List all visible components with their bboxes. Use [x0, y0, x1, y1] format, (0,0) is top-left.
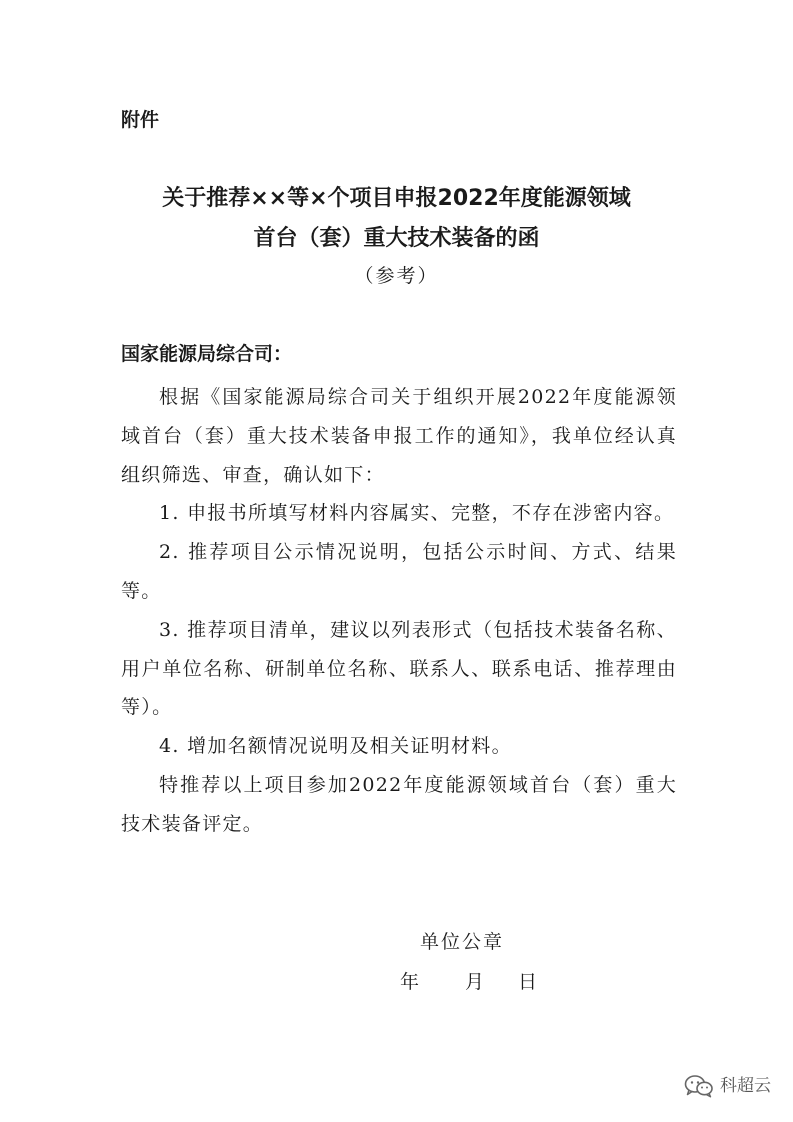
date-year: 年: [400, 971, 420, 993]
date-month: 月: [465, 971, 485, 993]
paragraph-intro: 根据《国家能源局综合司关于组织开展2022年度能源领域首台（套）重大技术装备申报工作的通知》，我单位经认真组织筛选、审查，确认如下：: [121, 386, 677, 486]
date-day: 日: [518, 971, 538, 993]
paragraph-item-3: 3. 推荐项目清单，建议以列表形式（包括技术装备名称、用户单位名称、研制单位名称、联系人、联系电话、推荐理由等）。: [121, 618, 677, 719]
watermark: [684, 1074, 771, 1098]
paragraph-item-4: 4. 增加名额情况说明及相关证明材料。: [159, 735, 512, 758]
document-title-line-2: 首台（套）重大技术装备的函: [253, 226, 540, 251]
letter-body: [121, 378, 677, 844]
wechat-icon: [684, 1074, 714, 1098]
paragraph-item-2: 2. 推荐项目公示情况说明，包括公示时间、方式、结果等。: [121, 541, 677, 602]
attachment-label: 附件: [121, 109, 160, 131]
document-subtitle: （参考）: [354, 265, 439, 287]
paragraph-item-1: 1. 申报书所填写材料内容属实、完整，不存在涉密内容。: [159, 502, 675, 525]
paragraph-closing: 特推荐以上项目参加2022年度能源领域首台（套）重大技术装备评定。: [121, 773, 677, 835]
document-title-line-1: 关于推荐××等×个项目申报2022年度能源领域: [162, 186, 631, 211]
seal-label: 单位公章: [420, 931, 505, 953]
salutation: 国家能源局综合司：: [121, 343, 293, 365]
watermark-text: 科超云: [720, 1076, 771, 1096]
